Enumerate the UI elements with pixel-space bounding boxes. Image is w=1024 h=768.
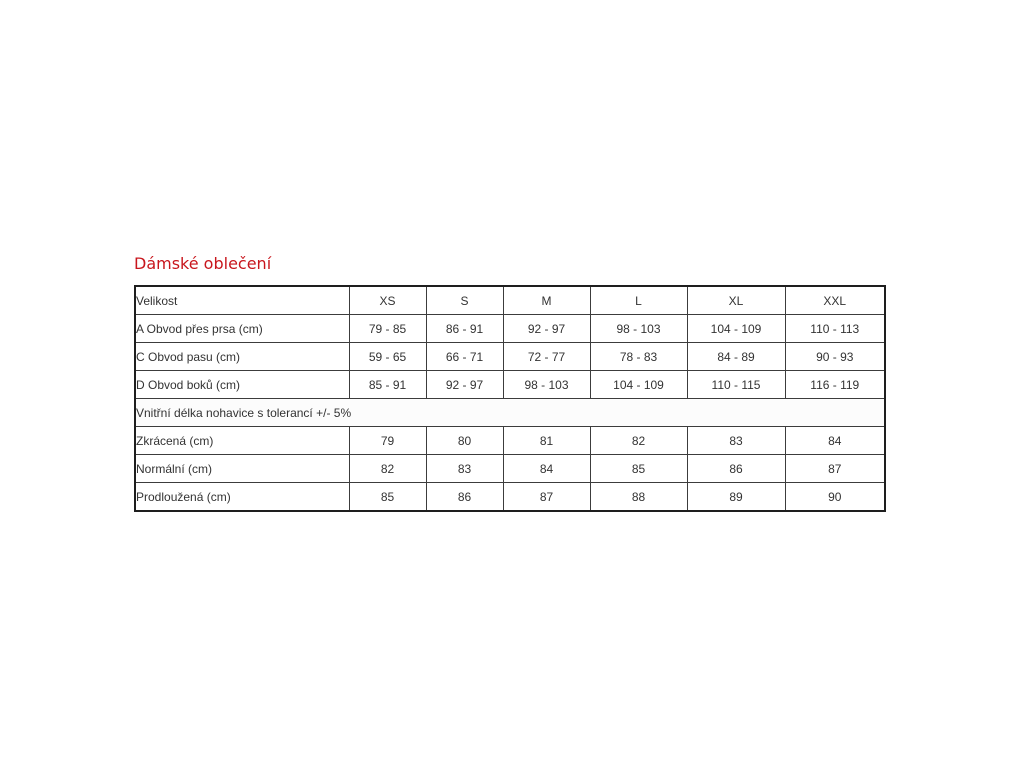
inseam-section-heading: Vnitřní délka nohavice s tolerancí +/- 5% bbox=[135, 399, 885, 427]
size-chart-table bbox=[134, 285, 886, 512]
value-cell: 78 - 83 bbox=[590, 343, 687, 371]
table-row bbox=[135, 483, 885, 512]
value-cell: 86 bbox=[426, 483, 503, 512]
row-label: D Obvod boků (cm) bbox=[135, 371, 349, 399]
value-cell: 79 bbox=[349, 427, 426, 455]
value-cell: 66 - 71 bbox=[426, 343, 503, 371]
value-cell: 85 - 91 bbox=[349, 371, 426, 399]
value-cell: 92 - 97 bbox=[503, 315, 590, 343]
value-cell: 82 bbox=[590, 427, 687, 455]
value-cell: 84 - 89 bbox=[687, 343, 785, 371]
table-row bbox=[135, 455, 885, 483]
value-cell: 86 - 91 bbox=[426, 315, 503, 343]
value-cell: 82 bbox=[349, 455, 426, 483]
value-cell: 110 - 113 bbox=[785, 315, 885, 343]
row-label: Normální (cm) bbox=[135, 455, 349, 483]
value-cell: 90 - 93 bbox=[785, 343, 885, 371]
value-cell: 104 - 109 bbox=[687, 315, 785, 343]
value-cell: 85 bbox=[590, 455, 687, 483]
row-label: C Obvod pasu (cm) bbox=[135, 343, 349, 371]
value-cell: 88 bbox=[590, 483, 687, 512]
row-label: Prodloužená (cm) bbox=[135, 483, 349, 512]
value-cell: 84 bbox=[503, 455, 590, 483]
size-header-xl: XL bbox=[687, 286, 785, 315]
row-label: A Obvod přes prsa (cm) bbox=[135, 315, 349, 343]
header-row bbox=[135, 286, 885, 315]
value-cell: 110 - 115 bbox=[687, 371, 785, 399]
value-cell: 98 - 103 bbox=[590, 315, 687, 343]
value-cell: 90 bbox=[785, 483, 885, 512]
value-cell: 80 bbox=[426, 427, 503, 455]
table-row bbox=[135, 427, 885, 455]
table-row bbox=[135, 371, 885, 399]
value-cell: 81 bbox=[503, 427, 590, 455]
value-cell: 87 bbox=[503, 483, 590, 512]
value-cell: 89 bbox=[687, 483, 785, 512]
value-cell: 86 bbox=[687, 455, 785, 483]
value-cell: 116 - 119 bbox=[785, 371, 885, 399]
size-header-xs: XS bbox=[349, 286, 426, 315]
value-cell: 98 - 103 bbox=[503, 371, 590, 399]
value-cell: 84 bbox=[785, 427, 885, 455]
value-cell: 85 bbox=[349, 483, 426, 512]
row-label: Zkrácená (cm) bbox=[135, 427, 349, 455]
size-header-l: L bbox=[590, 286, 687, 315]
section-row bbox=[135, 399, 885, 427]
value-cell: 72 - 77 bbox=[503, 343, 590, 371]
size-header-xxl: XXL bbox=[785, 286, 885, 315]
header-label: Velikost bbox=[135, 286, 349, 315]
table-row bbox=[135, 315, 885, 343]
value-cell: 83 bbox=[687, 427, 785, 455]
size-header-s: S bbox=[426, 286, 503, 315]
value-cell: 79 - 85 bbox=[349, 315, 426, 343]
size-header-m: M bbox=[503, 286, 590, 315]
value-cell: 83 bbox=[426, 455, 503, 483]
value-cell: 104 - 109 bbox=[590, 371, 687, 399]
value-cell: 92 - 97 bbox=[426, 371, 503, 399]
page-title: Dámské oblečení bbox=[134, 254, 272, 273]
table-row bbox=[135, 343, 885, 371]
value-cell: 87 bbox=[785, 455, 885, 483]
value-cell: 59 - 65 bbox=[349, 343, 426, 371]
